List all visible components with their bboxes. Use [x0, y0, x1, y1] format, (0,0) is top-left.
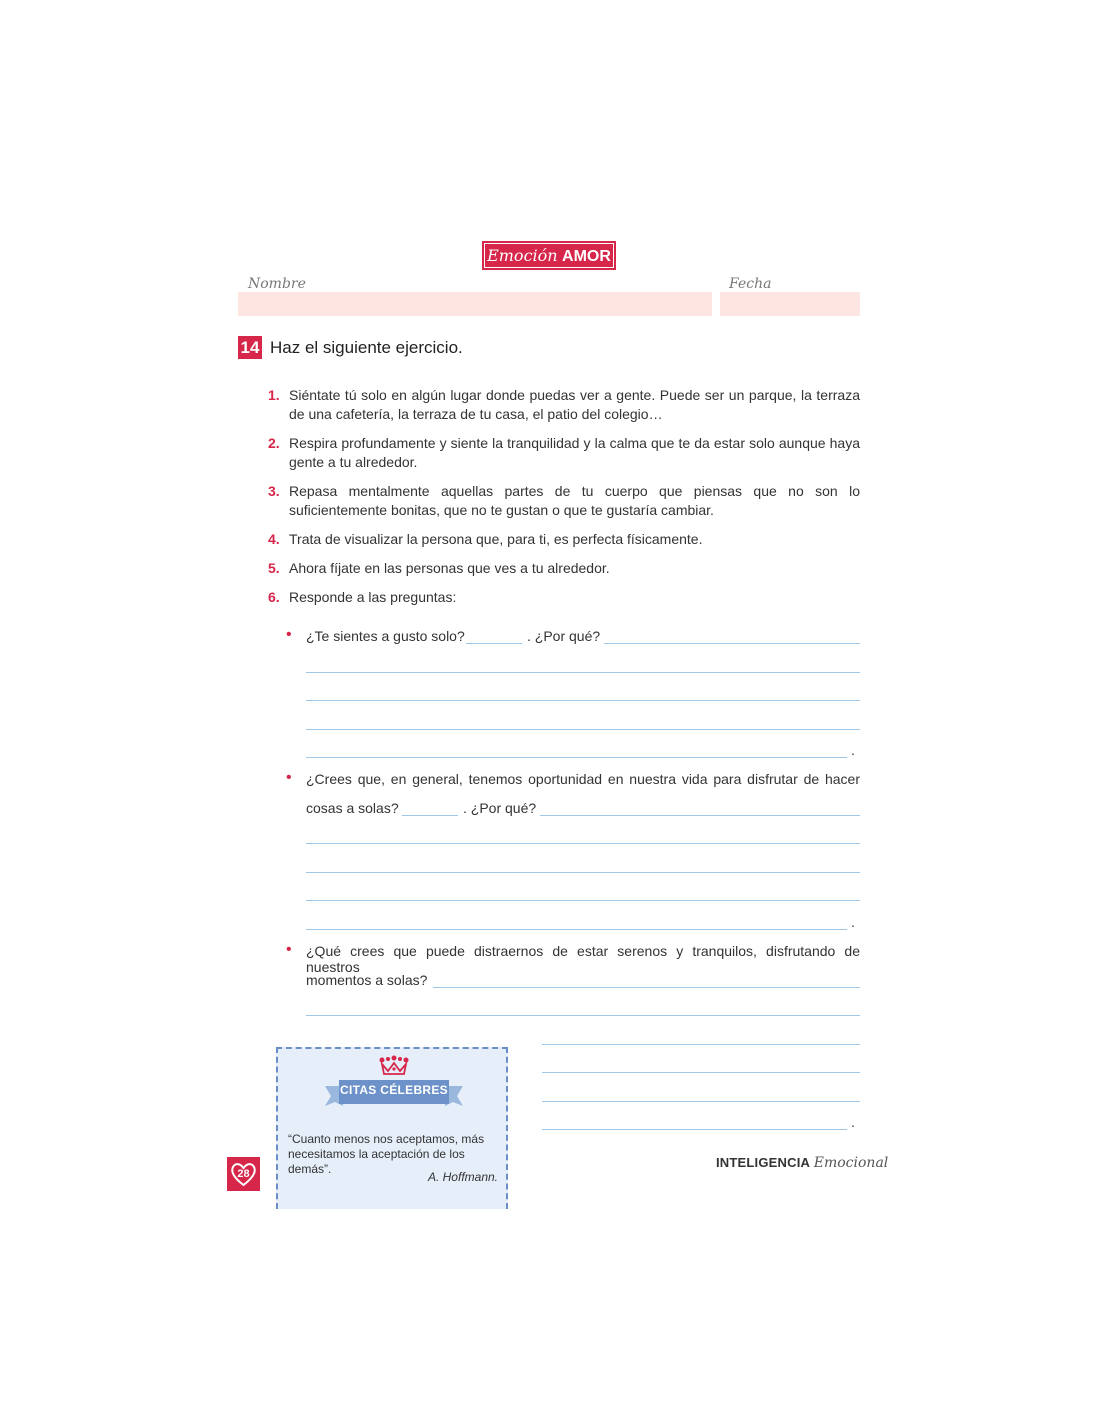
step-number: 1. — [268, 387, 280, 403]
answer-line[interactable] — [306, 843, 860, 844]
answer-line[interactable] — [306, 1015, 860, 1016]
answer-line[interactable] — [306, 900, 860, 901]
step-number: 5. — [268, 560, 280, 576]
page-number: 28 — [237, 1168, 250, 1180]
answer-line[interactable] — [306, 672, 860, 673]
answer-line[interactable] — [306, 757, 847, 758]
answer-line[interactable] — [542, 1129, 847, 1130]
question-1-label: ¿Te sientes a gusto solo? — [306, 628, 465, 644]
answer-line[interactable] — [604, 643, 860, 644]
exercise-title: Haz el siguiente ejercicio. — [270, 338, 463, 357]
step-item — [268, 559, 860, 578]
period: . — [851, 1114, 855, 1130]
exercise-number: 14 — [238, 336, 262, 359]
step-text: Repasa mentalmente aquellas partes de tu cuerpo que piensas que no son lo suficientemente bonitas, que no te gustan o que te gustaría cambiar. — [289, 483, 860, 518]
question-2-text: ¿Crees que, en general, tenemos oportunidad en nuestra vida para disfrutar de hacer — [306, 771, 860, 787]
name-field[interactable] — [238, 292, 712, 316]
name-label: Nombre — [248, 276, 306, 292]
answer-line[interactable] — [542, 1044, 860, 1045]
answer-line[interactable] — [542, 1072, 860, 1073]
question-3-label: momentos a solas? — [306, 972, 428, 988]
period: . — [851, 914, 855, 930]
question-2-why: . ¿Por qué? — [463, 800, 537, 816]
emotion-badge — [484, 243, 614, 268]
step-number: 2. — [268, 435, 280, 451]
step-item — [268, 530, 860, 549]
footer-brand — [716, 1155, 888, 1171]
answer-line[interactable] — [306, 700, 860, 701]
question-3-text: ¿Qué crees que puede distraernos de estar serenos y tranquilos, disfrutando de nuestros — [306, 943, 860, 975]
step-text: Responde a las preguntas: — [289, 589, 457, 605]
quote-author: A. Hoffmann. — [427, 1170, 498, 1184]
date-label: Fecha — [729, 276, 772, 292]
answer-line[interactable] — [433, 987, 860, 988]
bullet-icon: • — [286, 769, 292, 786]
ribbon-label: CITAS CÉLEBRES — [340, 1083, 448, 1097]
badge-prefix: Emoción — [487, 246, 558, 265]
step-item — [268, 588, 860, 607]
answer-line[interactable] — [542, 1101, 860, 1102]
step-text: Trata de visualizar la persona que, para ti, es perfecta físicamente. — [289, 531, 703, 547]
step-number: 3. — [268, 483, 280, 499]
answer-line[interactable] — [306, 929, 847, 930]
answer-line[interactable] — [306, 729, 860, 730]
answer-blank-short[interactable] — [402, 815, 458, 816]
step-text: Ahora fíjate en las personas que ves a tu alrededor. — [289, 560, 610, 576]
badge-word: AMOR — [562, 248, 611, 265]
answer-blank-short[interactable] — [466, 643, 522, 644]
step-text: Siéntate tú solo en algún lugar donde puedas ver a gente. Puede ser un parque, la terraza de una cafetería, la terraza de tu casa, el patio del colegio… — [289, 387, 860, 422]
question-1-why: . ¿Por qué? — [527, 628, 601, 644]
footer-brand-bold: INTELIGENCIA — [716, 1155, 811, 1170]
bullet-icon: • — [286, 941, 292, 958]
step-number: 6. — [268, 589, 280, 605]
step-item — [268, 386, 860, 424]
crown-icon — [378, 1054, 410, 1078]
answer-line[interactable] — [306, 872, 860, 873]
step-number: 4. — [268, 531, 280, 547]
step-item — [268, 482, 860, 520]
period: . — [851, 742, 855, 758]
answer-line[interactable] — [540, 815, 860, 816]
step-item — [268, 434, 860, 472]
date-field[interactable] — [720, 292, 860, 316]
quote-text: “Cuanto menos nos aceptamos, más necesitamos la aceptación de los demás”. — [288, 1132, 485, 1176]
bullet-icon: • — [286, 626, 292, 643]
step-text: Respira profundamente y siente la tranquilidad y la calma que te da estar solo aunque haya gente a tu alrededor. — [289, 435, 860, 470]
footer-brand-script: Emocional — [813, 1155, 889, 1171]
question-2-label: cosas a solas? — [306, 800, 399, 816]
